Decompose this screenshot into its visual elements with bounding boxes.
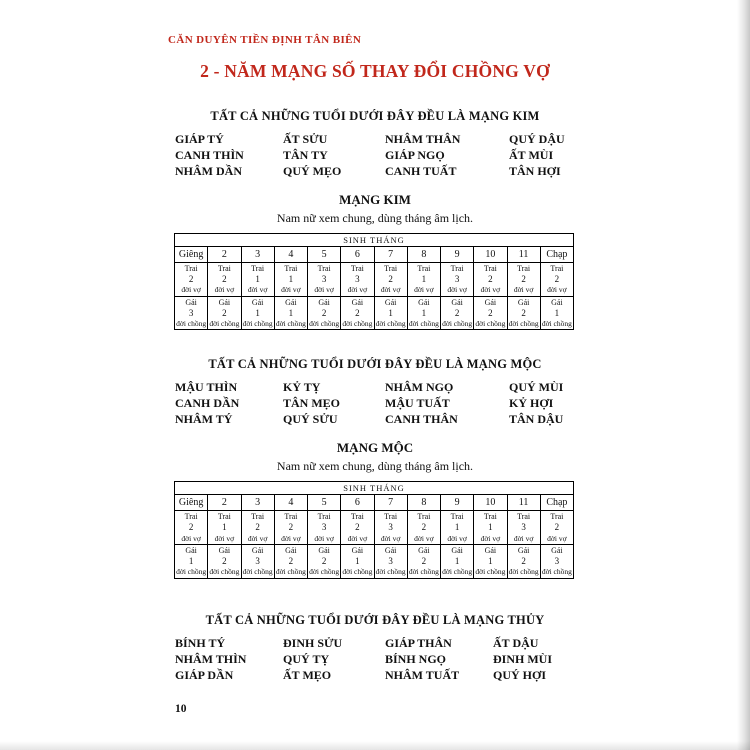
section-heading: TẤT CẢ NHỮNG TUỔI DƯỚI ĐÂY ĐỀU LÀ MẠNG KIM	[210, 109, 540, 123]
page-edge-shadow-bottom	[0, 741, 750, 750]
fate-cell: Trai 3 đời vợ	[308, 511, 341, 545]
fate-cell: Gái 2 đời chồng	[209, 545, 240, 577]
fate-cell: Gái 2 đời chồng	[508, 297, 539, 328]
fate-cell: Gái 2 đời chồng	[275, 545, 306, 577]
month-cell: Giêng	[175, 247, 208, 263]
fate-cell: Trai 2 đời vợ	[374, 263, 407, 297]
month-table-wrap	[168, 233, 582, 330]
zodiac-name: ĐINH SỬU	[283, 635, 343, 650]
zodiac-name: GIÁP NGỌ	[385, 148, 445, 162]
zodiac-column	[283, 635, 385, 683]
month-cell: 11	[507, 247, 540, 263]
month-cell: Giêng	[175, 495, 208, 511]
fate-cell: Trai 1 đời vợ	[407, 263, 440, 297]
zodiac-name: MẬU TUẤT	[385, 396, 450, 411]
zodiac-column	[385, 379, 509, 427]
zodiac-name: TÂN MẸO	[283, 396, 340, 411]
fate-cell: Trai 2 đời vợ	[507, 263, 540, 297]
month-cell: 11	[507, 495, 540, 511]
zodiac-name: QUÝ SỬU	[283, 412, 338, 427]
table-note: Nam nữ xem chung, dùng tháng âm lịch.	[276, 459, 474, 474]
month-cell: 5	[308, 247, 341, 263]
fate-cell: Trai 3 đời vợ	[308, 263, 341, 297]
zodiac-name: NHÂM DẦN	[175, 164, 242, 178]
page-number: 10	[175, 703, 187, 715]
fate-cell: Gái 2 đời chồng	[408, 545, 439, 577]
zodiac-name: ĐINH MÙI	[493, 651, 552, 666]
zodiac-name: GIÁP THÂN	[385, 635, 452, 650]
zodiac-name: CANH TUẤT	[385, 164, 457, 178]
zodiac-name: NHÂM THÂN	[385, 132, 461, 146]
month-cell: 9	[441, 495, 474, 511]
month-cell: 8	[407, 247, 440, 263]
zodiac-column	[175, 131, 283, 179]
fate-cell: Gái 3 đời chồng	[242, 545, 273, 577]
zodiac-name: TÂN HỢI	[509, 164, 561, 178]
zodiac-name: MẬU THÌN	[175, 380, 238, 395]
zodiac-column	[283, 379, 385, 427]
zodiac-name-grid	[168, 131, 582, 179]
fate-cell: Trai 2 đời vợ	[540, 511, 573, 545]
fate-cell: Gái 2 đời chồng	[442, 297, 473, 328]
month-cell: 10	[474, 247, 507, 263]
fate-cell: Trai 2 đời vợ	[175, 263, 208, 297]
zodiac-name: KỶ TỴ	[283, 380, 321, 395]
zodiac-name: ẤT MÙI	[509, 148, 554, 162]
zodiac-column	[385, 635, 493, 683]
zodiac-name: QUÝ DẬU	[509, 132, 565, 146]
running-header: CĂN DUYÊN TIỀN ĐỊNH TÂN BIÊN	[168, 34, 362, 46]
month-cell: 7	[374, 495, 407, 511]
fate-cell: Trai 2 đời vợ	[407, 511, 440, 545]
fate-cell: Trai 3 đời vợ	[441, 263, 474, 297]
month-cell: 7	[374, 247, 407, 263]
fate-cell: Gái 1 đời chồng	[176, 545, 207, 577]
section-mang-kim	[168, 109, 582, 330]
fate-cell: Trai 2 đời vợ	[540, 263, 573, 297]
fate-cell: Trai 3 đời vợ	[341, 263, 374, 297]
zodiac-name: QUÝ MÙI	[509, 380, 564, 395]
fate-cell: Gái 1 đời chồng	[541, 297, 572, 328]
fate-cell: Trai 2 đời vợ	[175, 511, 208, 545]
fate-cell: Trai 1 đời vợ	[474, 511, 507, 545]
section-heading: TẤT CẢ NHỮNG TUỔI DƯỚI ĐÂY ĐỀU LÀ MẠNG THỦY	[205, 612, 545, 627]
month-cell: 4	[274, 495, 307, 511]
month-table	[174, 233, 574, 330]
zodiac-column	[175, 379, 283, 427]
fate-cell: Gái 1 đời chồng	[408, 297, 439, 328]
zodiac-name: CANH THÌN	[175, 148, 244, 162]
month-cell: Chạp	[540, 247, 573, 263]
zodiac-name: TÂN DẬU	[509, 412, 564, 427]
table-title: MẠNG KIM	[339, 192, 411, 207]
zodiac-name: TÂN TY	[283, 148, 328, 162]
month-table	[174, 481, 574, 578]
fate-cell: Gái 2 đời chồng	[475, 297, 506, 328]
section-mang-thuy	[168, 613, 582, 683]
fate-cell: Gái 3 đời chồng	[375, 545, 406, 577]
month-cell: 9	[441, 247, 474, 263]
fate-cell: Gái 1 đời chồng	[242, 297, 273, 328]
section-mang-moc	[168, 357, 582, 578]
zodiac-name: NHÂM THÌN	[175, 651, 247, 666]
month-cell: 5	[308, 495, 341, 511]
month-cell: 2	[208, 495, 241, 511]
fate-cell: Gái 1 đời chồng	[475, 545, 506, 577]
zodiac-name: QUÝ HỢI	[493, 667, 547, 682]
month-cell: 2	[208, 247, 241, 263]
month-cell: 3	[241, 247, 274, 263]
fate-cell: Trai 2 đời vợ	[208, 263, 241, 297]
zodiac-name: KỶ HỢI	[509, 396, 554, 411]
zodiac-column	[509, 379, 582, 427]
month-cell: 6	[341, 247, 374, 263]
section-heading: TẤT CẢ NHỮNG TUỔI DƯỚI ĐÂY ĐỀU LÀ MẠNG MỘC	[208, 357, 542, 372]
zodiac-name: NHÂM NGỌ	[385, 380, 454, 395]
month-cell: 6	[341, 495, 374, 511]
fate-cell: Gái 2 đời chồng	[508, 545, 539, 577]
zodiac-column	[493, 635, 582, 683]
zodiac-name: NHÂM TÝ	[175, 412, 233, 427]
zodiac-name: QUÝ TỴ	[283, 651, 330, 666]
zodiac-column	[175, 635, 283, 683]
table-corner-label: SINH THÁNG	[175, 482, 574, 495]
month-cell: 8	[407, 495, 440, 511]
month-table-wrap	[168, 481, 582, 578]
zodiac-name: QUÝ MẸO	[283, 164, 342, 178]
fate-cell: Gái 2 đời chồng	[309, 297, 340, 328]
fate-cell: Gái 3 đời chồng	[541, 545, 572, 577]
zodiac-name-grid	[168, 635, 582, 683]
page-content	[168, 34, 582, 683]
month-cell: 3	[241, 495, 274, 511]
fate-cell: Gái 1 đời chồng	[375, 297, 406, 328]
fate-cell: Trai 3 đời vợ	[507, 511, 540, 545]
zodiac-name: ẤT SỬU	[283, 132, 328, 146]
table-title: MẠNG MỘC	[336, 440, 414, 456]
fate-cell: Gái 2 đời chồng	[342, 297, 373, 328]
fate-cell: Trai 2 đời vợ	[341, 511, 374, 545]
month-cell: 4	[274, 247, 307, 263]
fate-cell: Trai 2 đời vợ	[241, 511, 274, 545]
month-cell: 10	[474, 495, 507, 511]
fate-cell: Gái 3 đời chồng	[176, 297, 207, 328]
zodiac-name: BÍNH TÝ	[175, 635, 226, 650]
zodiac-column	[283, 131, 385, 179]
fate-cell: Trai 1 đời vợ	[241, 263, 274, 297]
fate-cell: Trai 2 đời vợ	[274, 511, 307, 545]
zodiac-name: GIÁP DẦN	[175, 667, 234, 682]
zodiac-name: NHÂM TUẤT	[385, 667, 460, 682]
zodiac-name: GIÁP TÝ	[175, 132, 224, 146]
fate-cell: Trai 1 đời vợ	[441, 511, 474, 545]
fate-cell: Gái 2 đời chồng	[309, 545, 340, 577]
month-cell: Chạp	[540, 495, 573, 511]
zodiac-name: ẤT DẬU	[493, 635, 539, 650]
fate-cell: Gái 1 đời chồng	[275, 297, 306, 328]
zodiac-name-grid	[168, 379, 582, 427]
fate-cell: Gái 1 đời chồng	[342, 545, 373, 577]
table-note: Nam nữ xem chung, dùng tháng âm lịch.	[276, 211, 474, 225]
page-title: 2 - NĂM MẠNG SỐ THAY ĐỔI CHỒNG VỢ	[200, 61, 550, 81]
fate-cell: Trai 1 đời vợ	[208, 511, 241, 545]
zodiac-column	[385, 131, 509, 179]
fate-cell: Trai 3 đời vợ	[374, 511, 407, 545]
fate-cell: Trai 2 đời vợ	[474, 263, 507, 297]
fate-cell: Gái 2 đời chồng	[209, 297, 240, 328]
page-edge-shadow-right	[737, 0, 750, 750]
zodiac-name: ẤT MẸO	[283, 667, 332, 682]
zodiac-name: CANH DẦN	[175, 396, 240, 411]
fate-cell: Gái 1 đời chồng	[442, 545, 473, 577]
table-corner-label: SINH THÁNG	[175, 234, 574, 247]
zodiac-name: CANH THÂN	[385, 412, 458, 427]
fate-cell: Trai 1 đời vợ	[274, 263, 307, 297]
zodiac-column	[509, 131, 582, 179]
zodiac-name: BÍNH NGỌ	[385, 651, 447, 666]
